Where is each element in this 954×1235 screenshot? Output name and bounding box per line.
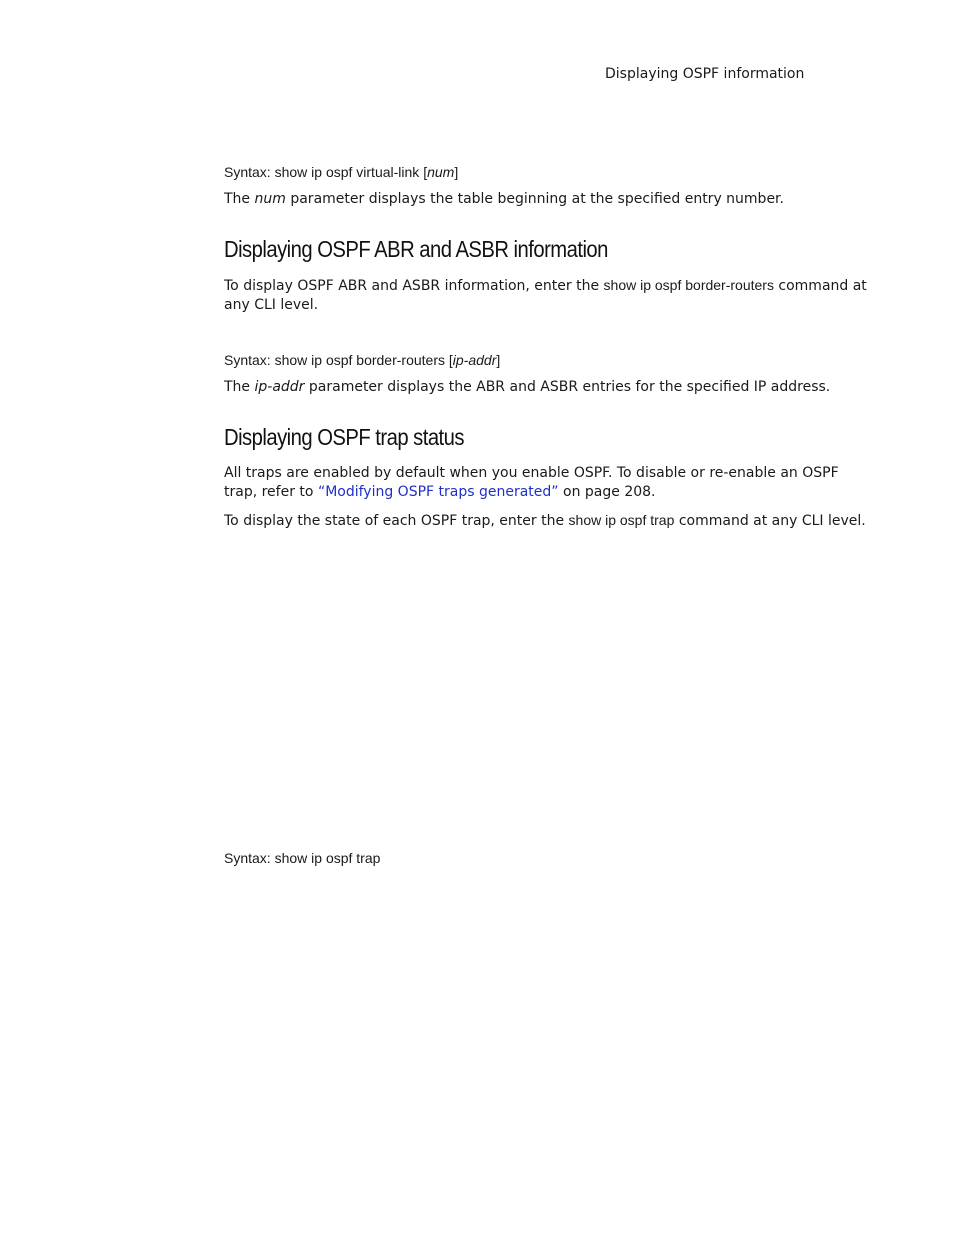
section-heading-abr-asbr: Displaying OSPF ABR and ASBR information [224,236,608,262]
trap-intro-paragraph [224,464,874,502]
section-heading-trap-status: Displaying OSPF trap status [224,424,464,450]
syntax-open-bracket: [ [445,352,453,368]
ip-addr-param-description [224,378,874,397]
syntax-command: Syntax: show ip ospf border-routers [224,352,445,368]
text-segment: command at any CLI level. [674,513,866,529]
syntax-border-routers [224,351,874,369]
text-segment: To display the state of each OSPF trap, enter the [224,513,569,529]
syntax-virtual-link [224,163,874,181]
text-segment: parameter displays the ABR and ASBR entries for the specified IP address. [304,379,831,395]
text-segment: command at any CLI level. [224,278,867,313]
cross-reference-link[interactable]: “Modifying OSPF traps generated” [317,484,559,500]
text-segment: parameter displays the table beginning at the specified entry number. [285,191,784,207]
syntax-command: Syntax: show ip ospf virtual-link [224,164,420,180]
text-segment: All traps are enabled by default when you enable OSPF. To disable or re-enable an OSPF trap, refer to [224,465,839,500]
text-segment: To display OSPF ABR and ASBR information, enter the [224,278,604,294]
num-param-description [224,190,874,209]
text-segment: The [224,379,255,395]
syntax-close-bracket: ] [454,164,459,180]
syntax-open-bracket: [ [419,164,428,180]
trap-command-paragraph [224,511,874,531]
text-segment: on page 208. [558,484,656,500]
param-name: ip-addr [254,379,305,395]
param-name: num [254,191,286,207]
abr-intro-paragraph [224,276,874,315]
syntax-command: Syntax: show ip ospf trap [224,850,381,866]
syntax-close-bracket: ] [496,352,501,368]
syntax-ospf-trap [224,849,874,867]
command-name: show ip ospf trap [568,512,675,528]
running-header: Displaying OSPF information [605,66,805,82]
syntax-param: ip-addr [452,352,497,368]
text-segment: The [224,191,255,207]
syntax-param: num [427,164,455,180]
command-name: show ip ospf border-routers [603,277,774,293]
